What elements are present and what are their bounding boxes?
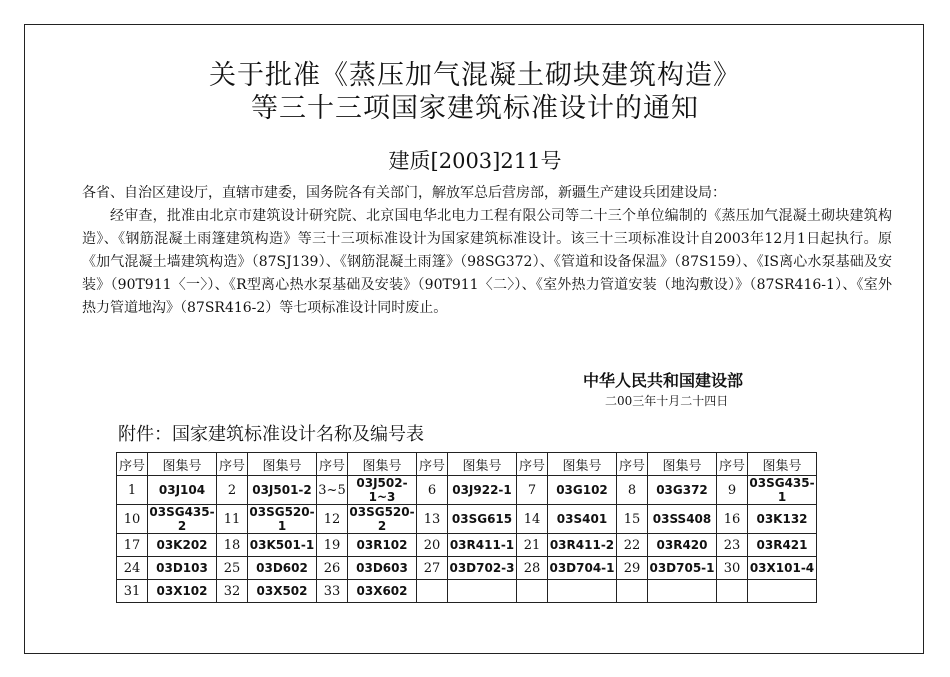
atlas-number-cell: 03J104 — [148, 476, 217, 505]
serial-number-cell: 31 — [117, 580, 148, 603]
serial-number-cell: 20 — [417, 534, 448, 557]
table-row — [117, 534, 817, 557]
header-serial-number: 序号 — [417, 453, 448, 476]
serial-number-cell: 25 — [217, 557, 248, 580]
serial-number-cell: 14 — [517, 505, 548, 534]
table-row — [117, 476, 817, 505]
serial-number-cell: 33 — [317, 580, 348, 603]
atlas-number-cell: 03SG520-2 — [349, 505, 415, 533]
atlas-number-cell — [648, 580, 717, 603]
serial-number-cell: 19 — [317, 534, 348, 557]
header-serial-number: 序号 — [317, 453, 348, 476]
atlas-number-cell: 03J922-1 — [448, 476, 517, 505]
atlas-number-cell: 03D603 — [348, 557, 417, 580]
atlas-number-cell: 03R411-1 — [448, 534, 517, 557]
atlas-number-cell: 03D103 — [148, 557, 217, 580]
document-number: 建质[2003]211号 — [388, 149, 562, 173]
serial-number-cell: 22 — [617, 534, 648, 557]
atlas-number-cell: 03SG435-1 — [749, 476, 815, 504]
issuer-name: 中华人民共和国建设部 — [583, 371, 744, 390]
serial-number-cell: 17 — [117, 534, 148, 557]
atlas-number-cell: 03K202 — [148, 534, 217, 557]
addressee-line: 各省、自治区建设厅，直辖市建委，国务院各有关部门，解放军总后营房部，新疆生产建设兵团建设局： — [82, 185, 726, 201]
header-serial-number: 序号 — [517, 453, 548, 476]
atlas-number-cell: 03D705-1 — [648, 557, 717, 580]
serial-number-cell: 9 — [717, 476, 748, 505]
serial-number-cell: 15 — [617, 505, 648, 534]
serial-number-cell: 8 — [617, 476, 648, 505]
header-serial-number: 序号 — [617, 453, 648, 476]
header-serial-number: 序号 — [217, 453, 248, 476]
atlas-number-cell: 03K132 — [748, 505, 817, 534]
header-atlas-number: 图集号 — [148, 453, 217, 476]
atlas-number-cell: 03K501-1 — [248, 534, 317, 557]
issue-date: 二00三年十月二十四日 — [605, 394, 729, 408]
serial-number-cell: 11 — [217, 505, 248, 534]
atlas-number-cell: 03SG520-1 — [249, 505, 315, 533]
atlas-number-cell: 03X502 — [248, 580, 317, 603]
notice-title-line-2: 等三十三项国家建筑标准设计的通知 — [251, 93, 699, 124]
serial-number-cell: 30 — [717, 557, 748, 580]
atlas-number-cell: 03R411-2 — [548, 534, 617, 557]
serial-number-cell: 6 — [417, 476, 448, 505]
serial-number-cell — [717, 580, 748, 603]
serial-number-cell: 16 — [717, 505, 748, 534]
header-atlas-number: 图集号 — [748, 453, 817, 476]
notice-body-paragraph: 经审查，批准由北京市建筑设计研究院、北京国电华北电力工程有限公司等二十三个单位编制的《蒸压加气混凝土砌块建筑构造》、《钢筋混凝土雨篷建筑构造》等三十三项标准设计为国家建筑标准设计。该三十三项标准设计自2003年12月1日起执行。原《加气混凝土墙建筑构造》（87SJ139）、《钢筋混凝土雨篷》（98SG372）、《管道和设备保温》（87S159）、《IS离心水泵基础及安装》（90T911〈一〉）、《R型离心热水泵基础及安装》（90T911〈二〉）、《室外热力管道安装（地沟敷设）》（87SR416-1）、《室外热力管道地沟》（87SR416-2）等七项标准设计同时废止。 — [82, 208, 892, 316]
atlas-number-cell — [448, 580, 517, 603]
atlas-number-cell: 03G102 — [548, 476, 617, 505]
standards-table — [116, 452, 817, 603]
atlas-number-cell: 03X101-4 — [748, 557, 817, 580]
atlas-number-cell: 03D602 — [248, 557, 317, 580]
atlas-number-cell: 03SG435-2 — [149, 505, 215, 533]
atlas-number-cell: 03J502-1~3 — [348, 476, 417, 505]
serial-number-cell: 32 — [217, 580, 248, 603]
atlas-number-cell: 03SG615 — [448, 505, 517, 534]
atlas-number-cell: 03J501-2 — [248, 476, 317, 505]
header-serial-number: 序号 — [717, 453, 748, 476]
serial-number-cell: 2 — [217, 476, 248, 505]
header-atlas-number: 图集号 — [548, 453, 617, 476]
serial-number-cell: 27 — [417, 557, 448, 580]
atlas-number-cell: 03X602 — [348, 580, 417, 603]
atlas-number-cell: 03R420 — [648, 534, 717, 557]
header-atlas-number: 图集号 — [348, 453, 417, 476]
table-row — [117, 580, 817, 603]
serial-number-cell: 12 — [317, 505, 348, 534]
serial-number-cell — [417, 580, 448, 603]
atlas-number-cell — [548, 580, 617, 603]
serial-number-cell: 13 — [417, 505, 448, 534]
serial-number-cell: 1 — [117, 476, 148, 505]
table-row — [117, 557, 817, 580]
header-serial-number: 序号 — [117, 453, 148, 476]
serial-number-cell: 7 — [517, 476, 548, 505]
atlas-number-cell: 03D704-1 — [548, 557, 617, 580]
serial-number-cell: 23 — [717, 534, 748, 557]
atlas-number-cell: 03X102 — [148, 580, 217, 603]
atlas-number-cell: 03R421 — [748, 534, 817, 557]
atlas-number-cell: 03S401 — [548, 505, 617, 534]
table-header-row — [117, 453, 817, 476]
atlas-number-cell: 03SS408 — [648, 505, 717, 534]
header-atlas-number: 图集号 — [448, 453, 517, 476]
serial-number-cell: 3~5 — [317, 476, 348, 505]
serial-number-cell: 24 — [117, 557, 148, 580]
serial-number-cell: 29 — [617, 557, 648, 580]
serial-number-cell: 26 — [317, 557, 348, 580]
atlas-number-cell — [748, 580, 817, 603]
serial-number-cell: 10 — [117, 505, 148, 534]
serial-number-cell — [517, 580, 548, 603]
attachment-title: 附件：国家建筑标准设计名称及编号表 — [118, 424, 424, 445]
serial-number-cell: 21 — [517, 534, 548, 557]
header-atlas-number: 图集号 — [648, 453, 717, 476]
notice-title-line-1: 关于批准《蒸压加气混凝土砌块建筑构造》 — [209, 60, 741, 91]
serial-number-cell: 18 — [217, 534, 248, 557]
table-row — [117, 505, 817, 534]
atlas-number-cell: 03G372 — [648, 476, 717, 505]
header-atlas-number: 图集号 — [248, 453, 317, 476]
atlas-number-cell: 03D702-3 — [448, 557, 517, 580]
serial-number-cell — [617, 580, 648, 603]
atlas-number-cell: 03R102 — [348, 534, 417, 557]
serial-number-cell: 28 — [517, 557, 548, 580]
